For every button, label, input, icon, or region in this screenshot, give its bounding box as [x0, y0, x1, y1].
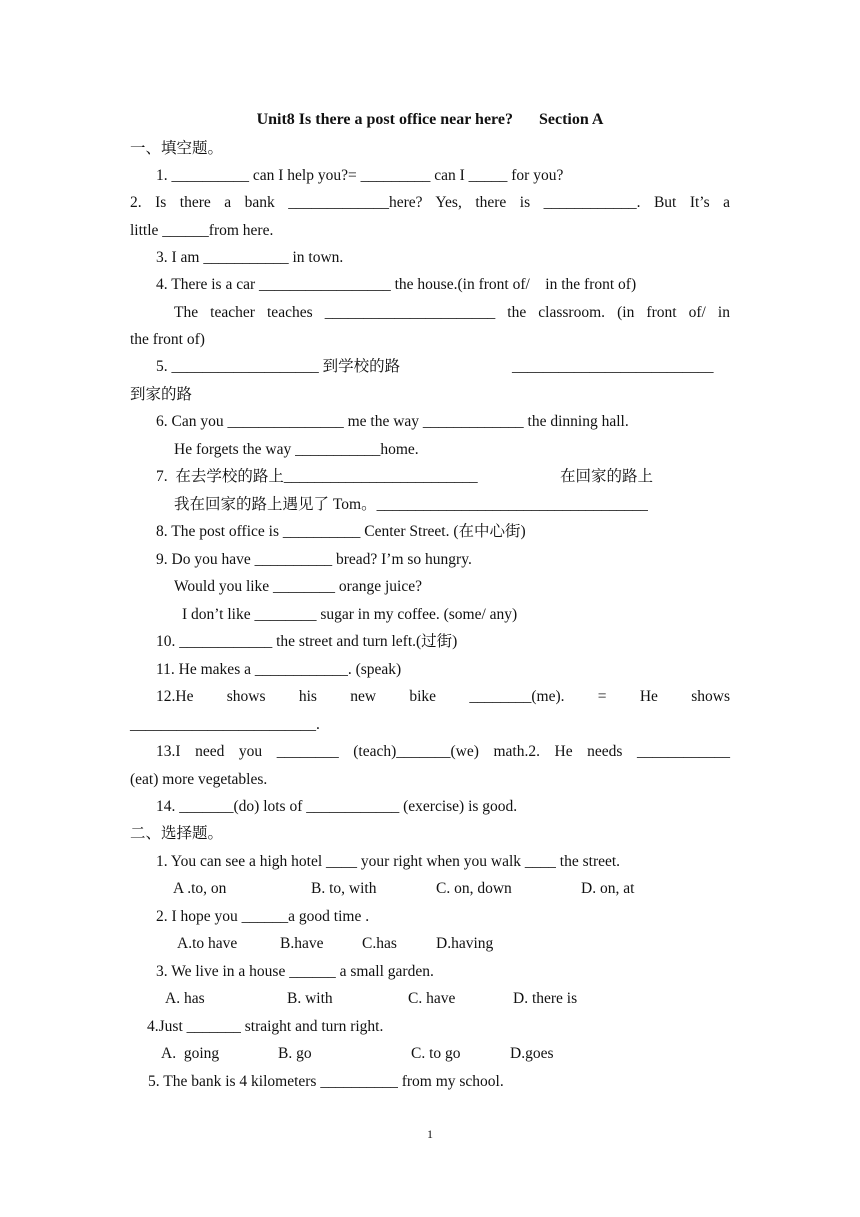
- fill-question-10: 10. ____________ the street and turn left.(过街): [156, 633, 458, 650]
- section-heading-choice: 二、选择题。: [130, 825, 224, 842]
- fill-question-4-line3: the front of): [130, 331, 205, 348]
- title-section: Section A: [538, 111, 604, 128]
- choice-question-3: 3. We live in a house ______ a small garden.: [156, 963, 434, 980]
- fill-question-7-line1: 7. 在去学校的路上_________________________: [156, 468, 478, 485]
- choice-q2-option-d: D.having: [436, 935, 494, 952]
- choice-question-5: 5. The bank is 4 kilometers __________ from my school.: [148, 1073, 504, 1090]
- fill-question-9-line1: 9. Do you have __________ bread? I’m so hungry.: [156, 551, 472, 568]
- fill-question-4-line1: 4. There is a car _________________ the house.(in front of/ in the front of): [156, 276, 637, 293]
- choice-q1-option-b: B. to, with: [311, 880, 377, 897]
- page-number: 1: [427, 1127, 433, 1141]
- choice-q4-option-d: D.goes: [510, 1045, 554, 1062]
- page-title: [0, 111, 860, 129]
- fill-question-4-line2: The teacher teaches ______________________ the classroom. (in front of/ in: [174, 304, 730, 321]
- choice-q3-option-a: A. has: [165, 990, 205, 1007]
- choice-q2-option-a: A.to have: [177, 935, 238, 952]
- fill-question-5-line2: 到家的路: [130, 386, 193, 403]
- fill-question-6-line2: He forgets the way ___________home.: [174, 441, 419, 458]
- choice-q3-option-c: C. have: [408, 990, 456, 1007]
- fill-question-11: 11. He makes a ____________. (speak): [156, 661, 402, 678]
- fill-question-9-line3: I don’t like ________ sugar in my coffee. (some/ any): [182, 606, 518, 623]
- fill-question-14: 14. _______(do) lots of ____________ (exercise) is good.: [156, 798, 518, 815]
- fill-question-13-line2: (eat) more vegetables.: [130, 771, 268, 788]
- fill-question-12-line2: ________________________.: [130, 716, 320, 733]
- fill-question-8: 8. The post office is __________ Center Street. (在中心街): [156, 523, 526, 540]
- choice-q4-option-c: C. to go: [411, 1045, 461, 1062]
- fill-question-9-line2: Would you like ________ orange juice?: [174, 578, 422, 595]
- fill-question-2-line2: little ______from here.: [130, 222, 274, 239]
- choice-q3-option-b: B. with: [287, 990, 333, 1007]
- choice-question-2: 2. I hope you ______a good time .: [156, 908, 370, 925]
- choice-q3-option-d: D. there is: [513, 990, 578, 1007]
- fill-question-5-blank2: __________________________: [512, 358, 714, 375]
- choice-q1-option-c: C. on, down: [436, 880, 512, 897]
- fill-question-6-line1: 6. Can you _______________ me the way _____________ the dinning hall.: [156, 413, 629, 430]
- choice-q1-option-a: A .to, on: [173, 880, 227, 897]
- choice-q1-option-d: D. on, at: [581, 880, 635, 897]
- fill-question-12-line1: 12.He shows his new bike ________(me). = He shows: [156, 688, 730, 705]
- title-unit: Unit8 Is there a post office near here?: [256, 111, 513, 128]
- choice-q4-option-a: A. going: [161, 1045, 220, 1062]
- choice-q2-option-c: C.has: [362, 935, 397, 952]
- section-heading-fill: 一、填空题。: [130, 140, 224, 157]
- choice-question-1: 1. You can see a high hotel ____ your right when you walk ____ the street.: [156, 853, 621, 870]
- fill-question-1: 1. __________ can I help you?= _________ can I _____ for you?: [156, 167, 564, 184]
- fill-question-7-phrase: 在回家的路上: [560, 468, 654, 485]
- fill-question-2-line1: 2. Is there a bank _____________here? Yes, there is ____________. But It’s a: [130, 194, 730, 211]
- fill-question-5-line1: 5. ___________________ 到学校的路: [156, 358, 401, 375]
- fill-question-13-line1: 13.I need you ________ (teach)_______(we) math.2. He needs ____________: [156, 743, 730, 760]
- fill-question-7-line2: 我在回家的路上遇见了 Tom。___________________________________: [174, 496, 648, 513]
- choice-q2-option-b: B.have: [280, 935, 324, 952]
- fill-question-3: 3. I am ___________ in town.: [156, 249, 344, 266]
- choice-q4-option-b: B. go: [278, 1045, 312, 1062]
- choice-question-4: 4.Just _______ straight and turn right.: [147, 1018, 384, 1035]
